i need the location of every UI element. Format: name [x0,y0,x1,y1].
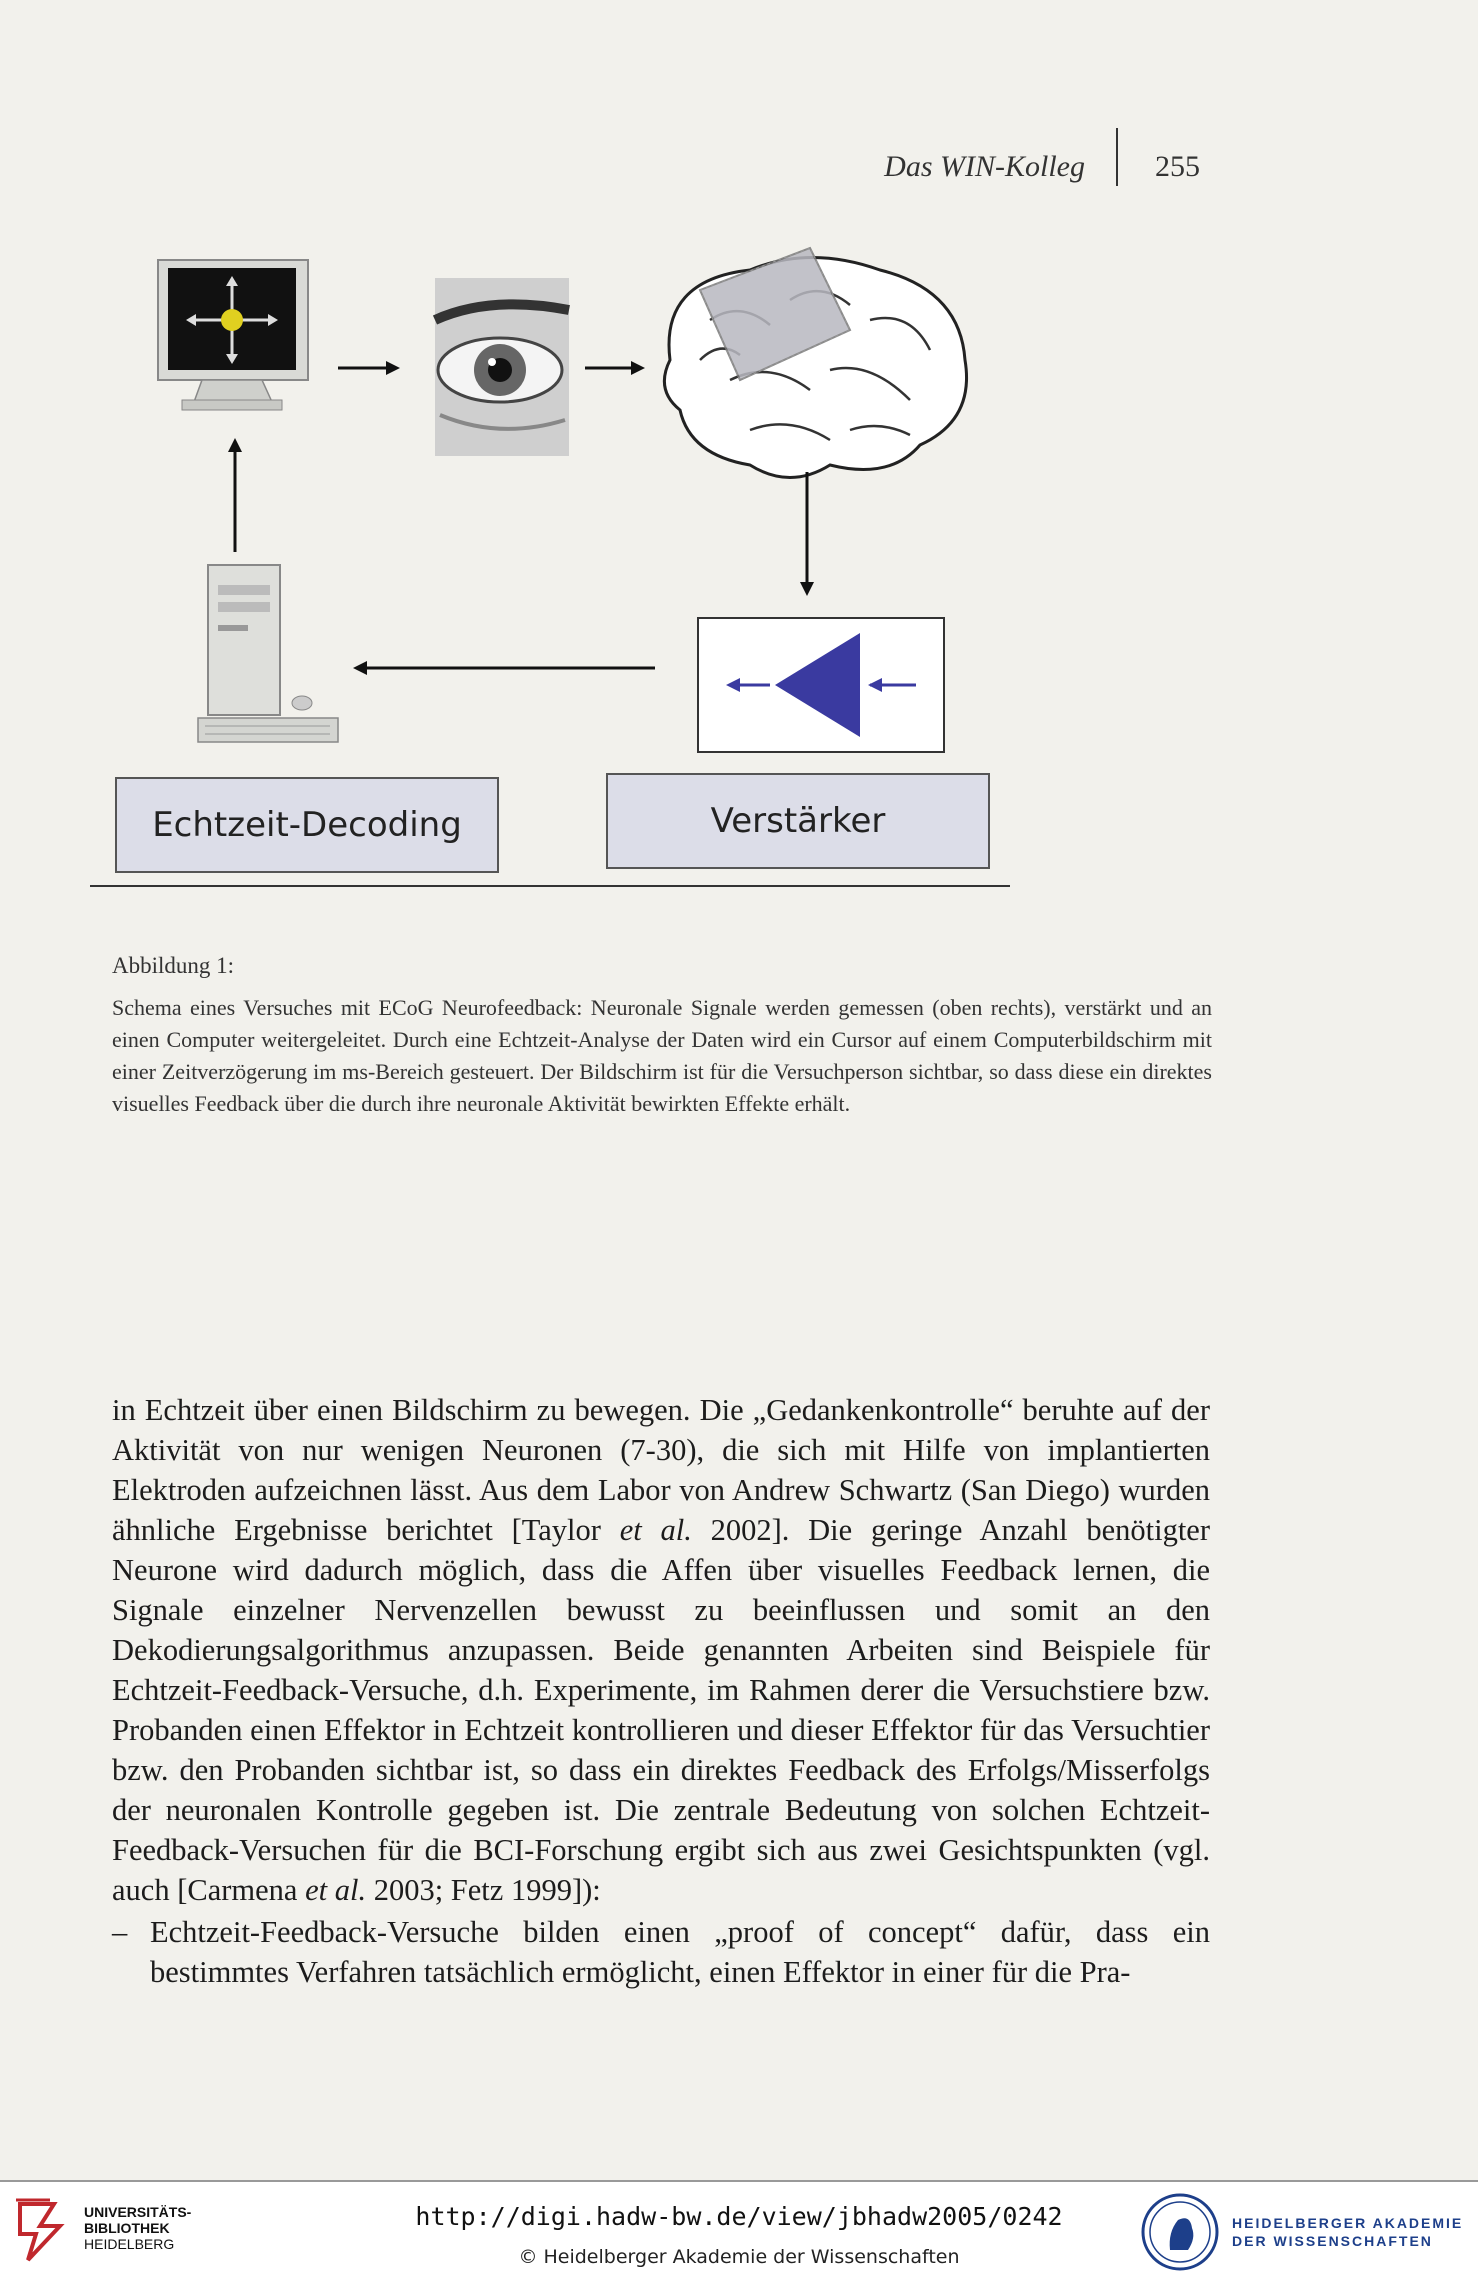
body-text-part: 2002]. Die geringe Anzahl benötigter Neurone wird dadurch möglich, dass die Affen über visuelles Feedback lernen, die Signale einzelner Nervenzellen bewusst zu beeinflussen und somit an den Dekodierungsalgorithmus anzupassen. Beide genannten Arbeiten sind Beispiele für Echtzeit-Feedback-Versuche, d.h. Experimente, im Rahmen derer die Versuchstiere bzw. Probanden einen Effektor in Echtzeit kontrollieren und dieser Effektor für das Versuchtier bzw. den Probanden sichtbar ist, so dass ein direktes Feedback des Erfolgs/Misserfolgs der neuronalen Kontrolle gegeben ist. Die zentrale Bedeutung von solchen Echtzeit-Feedback-Versuchen für die BCI-Forschung ergibt sich aus zwei Gesichtspunkten (vgl. auch [Carmena [112,1513,1210,1907]
bullet-dash: – [112,1915,128,1949]
source-url-link[interactable]: http://digi.hadw-bw.de/view/jbhadw2005/0242 [415,2202,1063,2231]
figure-neurofeedback-schema [90,240,1010,890]
figure-rule [90,885,1010,887]
academy-name [1232,2214,1463,2250]
citation-et-al: et al. [619,1513,692,1547]
body-text-part: in Echtzeit über einen Bildschirm zu bewegen. Die „Gedankenkontrolle“ beruhte auf der Aktivität von nur wenigen Neuronen (7-30), die sich mit Hilfe von implantierten Elektroden aufzeichnen lässt. Aus dem Labor von Andrew Schwartz (San Diego) wurden ähnliche Ergebnisse berichtet [Taylor [112,1393,1210,1547]
bullet-item [112,1912,1210,1992]
academy-seal-logo [1140,2192,1220,2272]
arrow-monitor-to-eye [338,361,400,375]
brain-icon [664,248,966,478]
amplifier-icon [698,618,944,752]
arrow-amplifier-to-computer [353,661,655,675]
body-paragraph [112,1390,1210,1910]
page-number: 255 [1155,150,1200,183]
library-name-line: HEIDELBERG [84,2236,175,2252]
arrow-computer-to-monitor [228,438,242,552]
page-header [110,150,1200,190]
arrow-brain-to-amplifier [800,472,814,596]
label-realtime-decoding: Echtzeit-Decoding [115,777,499,873]
body-text-part: 2003; Fetz 1999]): [366,1873,601,1907]
bullet-text: Echtzeit-Feedback-Versuche bilden einen „proof of concept“ dafür, dass ein bestimmtes Verfahren tatsächlich ermöglicht, einen Effektor in einer für die Pra- [150,1915,1210,1989]
academy-name-line: DER WISSENSCHAFTEN [1232,2233,1433,2249]
figure-caption [112,950,1212,1120]
monitor-icon [158,260,308,410]
body-text [112,1390,1210,1992]
eye-icon [435,278,569,456]
header-divider [1116,128,1118,186]
citation-et-al: et al. [305,1873,367,1907]
footer-bar [0,2180,1478,2284]
copyright-notice: © Heidelberger Akademie der Wissenschaften [518,2246,960,2268]
academy-name-line: HEIDELBERGER AKADEMIE [1232,2215,1464,2231]
library-name-line: UNIVERSITÄTS- [84,2204,192,2220]
computer-icon [198,565,338,742]
library-name-line: BIBLIOTHEK [84,2220,170,2236]
running-title: Das WIN-Kolleg [884,150,1085,183]
caption-text: Schema eines Versuches mit ECoG Neurofeedback: Neuronale Signale werden gemessen (oben rechts), verstärkt und an einen Computer weitergeleitet. Durch eine Echtzeit-Analyse der Daten wird ein Cursor auf einem Computerbildschirm mit einer Zeitverzögerung im ms-Bereich gesteuert. Der Bildschirm ist für die Versuchperson sichtbar, so dass diese ein direktes visuelles Feedback über die durch ihre neuronale Aktivität bewirkten Effekte erhält. [112,995,1212,1116]
arrow-eye-to-brain [585,361,645,375]
caption-title: Abbildung 1: [112,953,235,978]
label-amplifier: Verstärker [606,773,990,869]
